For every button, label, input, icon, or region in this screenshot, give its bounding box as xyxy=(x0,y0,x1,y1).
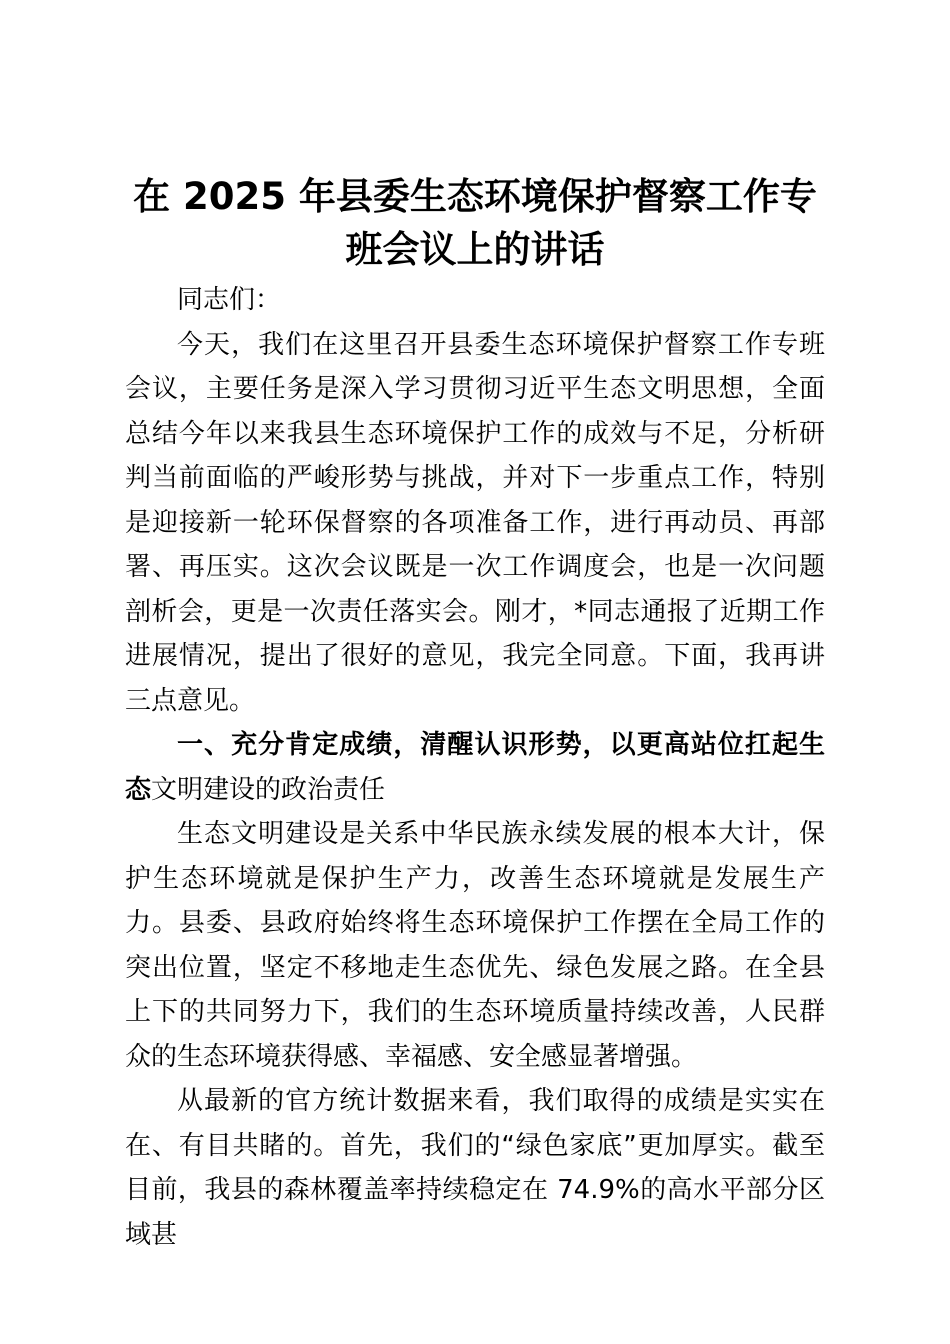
section-one-heading-bold-text: 一、充分肯定成绩，清醒认识形势，以更高站位扛起生态 xyxy=(125,730,825,805)
document-body xyxy=(125,278,825,1257)
salutation-line: 同志们： xyxy=(177,285,282,315)
paragraph-opening: 今天，我们在这里召开县委生态环境保护督察工作专班会议，主要任务是深入学习贯彻习近平生态文明思想，全面总结今年以来我县生态环境保护工作的成效与不足，分析研判当前面临的严峻形势与挑战，并对下一步重点工作，特别是迎接新一轮环保督察的各项准备工作，进行再动员、再部署、再压实。这次会议既是一次工作调度会，也是一次问题剖析会，更是一次责任落实会。刚才，*同志通报了近期工作进展情况，提出了很好的意见，我完全同意。下面，我再讲三点意见。 xyxy=(125,329,825,716)
paragraph-achievements: 生态文明建设是关系中华民族永续发展的根本大计，保护生态环境就是保护生产力，改善生态环境就是发展生产力。县委、县政府始终将生态环境保护工作摆在全局工作的突出位置，坚定不移地走生态优先、绿色发展之路。在全县上下的共同努力下，我们的生态环境质量持续改善，人民群众的生态环境获得感、幸福感、安全感显著增强。 xyxy=(125,819,825,1072)
paragraph-statistics: 从最新的官方统计数据来看，我们取得的成绩是实实在在、有目共睹的。首先，我们的“绿色家底”更加厚实。截至目前，我县的森林覆盖率持续稳定在 74.9%的高水平部分区域甚 xyxy=(125,1086,825,1250)
section-one-heading-regular-text: 文明建设的政治责任 xyxy=(151,774,386,805)
section-one-heading xyxy=(125,723,825,812)
document-title: 在 2025 年县委生态环境保护督察工作专班会议上的讲话 xyxy=(133,175,817,271)
